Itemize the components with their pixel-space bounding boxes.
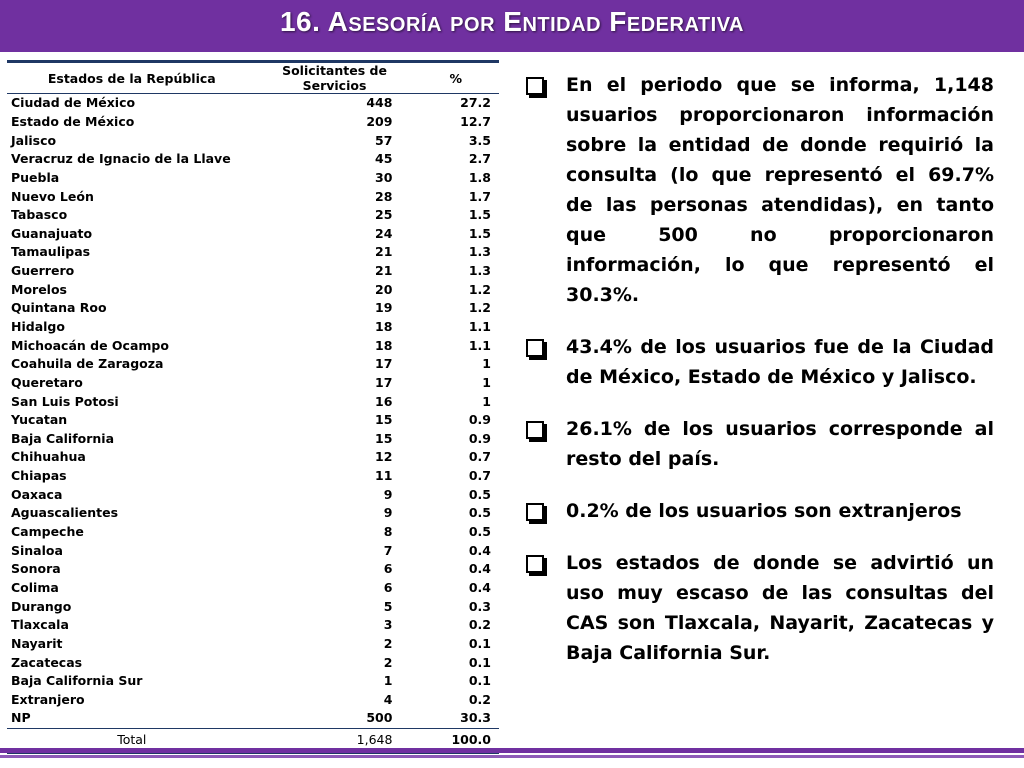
applicants-count: 7 xyxy=(383,542,393,558)
table-row xyxy=(7,579,499,598)
percent-value: 30.3 xyxy=(460,710,491,726)
checkbox-bullet-icon xyxy=(526,421,544,439)
checkbox-bullet-icon xyxy=(526,77,544,95)
state-name: Yucatan xyxy=(11,412,68,428)
state-name: Zacatecas xyxy=(11,654,83,670)
footer-bar-secondary xyxy=(0,755,1024,758)
state-name: Morelos xyxy=(11,281,67,297)
applicants-count: 6 xyxy=(383,561,393,577)
state-name: Durango xyxy=(11,598,72,614)
bullet-text: Los estados de donde se advirtió un uso muy escaso de las consultas del CAS son Tlaxcala, Nayarit, Zacatecas y Baja California Sur. xyxy=(566,552,994,664)
state-name: Aguascalientes xyxy=(11,505,119,521)
table-row xyxy=(7,374,499,393)
applicants-count: 19 xyxy=(375,300,393,316)
total-applicants: 1,648 xyxy=(257,728,413,752)
percent-value: 0.4 xyxy=(468,561,491,577)
applicants-count: 209 xyxy=(366,113,393,129)
bullet-text: 26.1% de los usuarios corresponde al resto del país. xyxy=(566,418,994,470)
percent-value: 1 xyxy=(482,374,491,390)
table-row xyxy=(7,653,499,672)
applicants-count: 21 xyxy=(375,244,393,260)
state-name: Baja California xyxy=(11,430,115,446)
percent-value: 0.3 xyxy=(468,598,491,614)
applicants-count: 500 xyxy=(366,710,393,726)
applicants-count: 16 xyxy=(375,393,393,409)
state-name: Chihuahua xyxy=(11,449,86,465)
percent-value: 1.2 xyxy=(468,300,491,316)
state-name: NP xyxy=(11,710,31,726)
state-name: Coahuila de Zaragoza xyxy=(11,356,164,372)
table-row xyxy=(7,541,499,560)
state-name: Nuevo León xyxy=(11,188,94,204)
table-row xyxy=(7,597,499,616)
table-row xyxy=(7,616,499,635)
state-name: Sonora xyxy=(11,561,61,577)
applicants-count: 2 xyxy=(383,635,393,651)
percent-value: 1.1 xyxy=(468,337,491,353)
applicants-count: 8 xyxy=(383,524,393,540)
percent-value: 0.7 xyxy=(468,468,491,484)
applicants-count: 24 xyxy=(375,225,393,241)
percent-value: 0.5 xyxy=(468,505,491,521)
percent-value: 1.5 xyxy=(468,207,491,223)
checkbox-bullet-icon xyxy=(526,555,544,573)
applicants-count: 448 xyxy=(366,95,393,111)
state-name: Sinaloa xyxy=(11,542,63,558)
state-name: Campeche xyxy=(11,524,84,540)
percent-value: 0.7 xyxy=(468,449,491,465)
percent-value: 1.3 xyxy=(468,263,491,279)
state-name: Quintana Roo xyxy=(11,300,107,316)
percent-value: 3.5 xyxy=(468,132,491,148)
table-row xyxy=(7,430,499,449)
footer-bar xyxy=(0,748,1024,753)
state-name: Veracruz de Ignacio de la Llave xyxy=(11,151,231,167)
checkbox-bullet-icon xyxy=(526,503,544,521)
applicants-count: 28 xyxy=(375,188,393,204)
table-row xyxy=(7,169,499,188)
state-name: Oaxaca xyxy=(11,486,63,502)
bullet-item xyxy=(522,70,994,310)
percent-value: 0.9 xyxy=(468,412,491,428)
state-name: Hidalgo xyxy=(11,319,65,334)
applicants-count: 45 xyxy=(375,151,393,167)
table-row xyxy=(7,187,499,206)
page-title: 16. Asesoría por Entidad Federativa xyxy=(279,6,744,37)
header-percent: % xyxy=(412,63,499,94)
state-name: Chiapas xyxy=(11,468,67,484)
applicants-count: 17 xyxy=(375,374,393,390)
percent-value: 0.4 xyxy=(468,579,491,595)
state-name: Nayarit xyxy=(11,635,63,651)
applicants-count: 15 xyxy=(375,412,393,428)
table-row xyxy=(7,672,499,691)
applicants-count: 4 xyxy=(383,691,393,707)
applicants-count: 18 xyxy=(375,337,393,353)
percent-value: 12.7 xyxy=(460,113,491,129)
table-row xyxy=(7,94,499,113)
states-table xyxy=(7,63,499,754)
table-row xyxy=(7,448,499,467)
table-row xyxy=(7,113,499,132)
applicants-count: 11 xyxy=(375,468,393,484)
percent-value: 0.5 xyxy=(468,524,491,540)
percent-value: 1.3 xyxy=(468,244,491,260)
applicants-count: 21 xyxy=(375,263,393,279)
state-name: Estado de México xyxy=(11,113,135,129)
percent-value: 1.1 xyxy=(468,319,491,334)
table-row xyxy=(7,150,499,169)
bullet-item xyxy=(522,548,994,668)
header-banner xyxy=(0,0,1024,52)
table-row xyxy=(7,560,499,579)
table-row xyxy=(7,131,499,150)
header-applicants: Solicitantes de Servicios xyxy=(257,63,413,94)
percent-value: 0.1 xyxy=(468,654,491,670)
state-name: Extranjero xyxy=(11,691,85,707)
state-name: Queretaro xyxy=(11,374,83,390)
table-row xyxy=(7,318,499,337)
table-row xyxy=(7,411,499,430)
table-header-row xyxy=(7,63,499,94)
total-label: Total xyxy=(7,728,257,752)
state-name: Puebla xyxy=(11,169,60,185)
applicants-count: 1 xyxy=(383,673,393,689)
table-row xyxy=(7,504,499,523)
state-name: Guanajuato xyxy=(11,225,93,241)
states-table-container xyxy=(7,60,499,754)
applicants-count: 18 xyxy=(375,319,393,334)
table-row xyxy=(7,635,499,654)
percent-value: 0.1 xyxy=(468,635,491,651)
bullet-list xyxy=(522,70,994,690)
applicants-count: 25 xyxy=(375,207,393,223)
header-states: Estados de la República xyxy=(7,63,257,94)
state-name: Michoacán de Ocampo xyxy=(11,337,169,353)
bullet-text: 0.2% de los usuarios son extranjeros xyxy=(566,500,962,522)
percent-value: 27.2 xyxy=(460,95,491,111)
table-row xyxy=(7,485,499,504)
total-percent: 100.0 xyxy=(412,728,499,752)
bullet-text: En el periodo que se informa, 1,148 usuarios proporcionaron información sobre la entidad de donde requirió la consulta (lo que representó el 69.7% de las personas atendidas), en tanto que 500 no proporcionaron información, lo que representó el 30.3%. xyxy=(566,74,994,306)
state-name: Baja California Sur xyxy=(11,673,143,689)
applicants-count: 9 xyxy=(383,486,393,502)
state-name: Guerrero xyxy=(11,263,75,279)
state-name: Jalisco xyxy=(11,132,57,148)
applicants-count: 2 xyxy=(383,654,393,670)
percent-value: 1 xyxy=(482,393,491,409)
table-row xyxy=(7,336,499,355)
percent-value: 0.5 xyxy=(468,486,491,502)
bullet-item xyxy=(522,414,994,474)
applicants-count: 5 xyxy=(383,598,393,614)
table-row xyxy=(7,243,499,262)
table-row xyxy=(7,709,499,728)
checkbox-bullet-icon xyxy=(526,339,544,357)
state-name: Tlaxcala xyxy=(11,617,69,633)
state-name: Tabasco xyxy=(11,207,68,223)
applicants-count: 3 xyxy=(383,617,393,633)
percent-value: 1 xyxy=(482,356,491,372)
percent-value: 0.4 xyxy=(468,542,491,558)
table-row xyxy=(7,523,499,542)
applicants-count: 15 xyxy=(375,430,393,446)
applicants-count: 9 xyxy=(383,505,393,521)
applicants-count: 12 xyxy=(375,449,393,465)
percent-value: 1.2 xyxy=(468,281,491,297)
table-row xyxy=(7,355,499,374)
state-name: San Luis Potosi xyxy=(11,393,119,409)
percent-value: 0.1 xyxy=(468,673,491,689)
percent-value: 0.2 xyxy=(468,617,491,633)
bullet-text: 43.4% de los usuarios fue de la Ciudad de México, Estado de México y Jalisco. xyxy=(566,336,994,388)
table-row xyxy=(7,392,499,411)
percent-value: 2.7 xyxy=(468,151,491,167)
table-row xyxy=(7,691,499,710)
table-row xyxy=(7,206,499,225)
percent-value: 1.8 xyxy=(468,169,491,185)
applicants-count: 30 xyxy=(375,169,393,185)
applicants-count: 17 xyxy=(375,356,393,372)
table-body xyxy=(7,94,499,729)
percent-value: 0.2 xyxy=(468,691,491,707)
state-name: Tamaulipas xyxy=(11,244,91,260)
applicants-count: 57 xyxy=(375,132,393,148)
table-row xyxy=(7,262,499,281)
state-name: Colima xyxy=(11,579,59,595)
table-row xyxy=(7,299,499,318)
bullet-item xyxy=(522,496,994,526)
applicants-count: 20 xyxy=(375,281,393,297)
header-divider xyxy=(0,52,1024,55)
table-row xyxy=(7,280,499,299)
percent-value: 0.9 xyxy=(468,430,491,446)
table-row xyxy=(7,224,499,243)
table-row xyxy=(7,467,499,486)
applicants-count: 6 xyxy=(383,579,393,595)
bullet-item xyxy=(522,332,994,392)
percent-value: 1.5 xyxy=(468,225,491,241)
percent-value: 1.7 xyxy=(468,188,491,204)
state-name: Ciudad de México xyxy=(11,95,136,111)
